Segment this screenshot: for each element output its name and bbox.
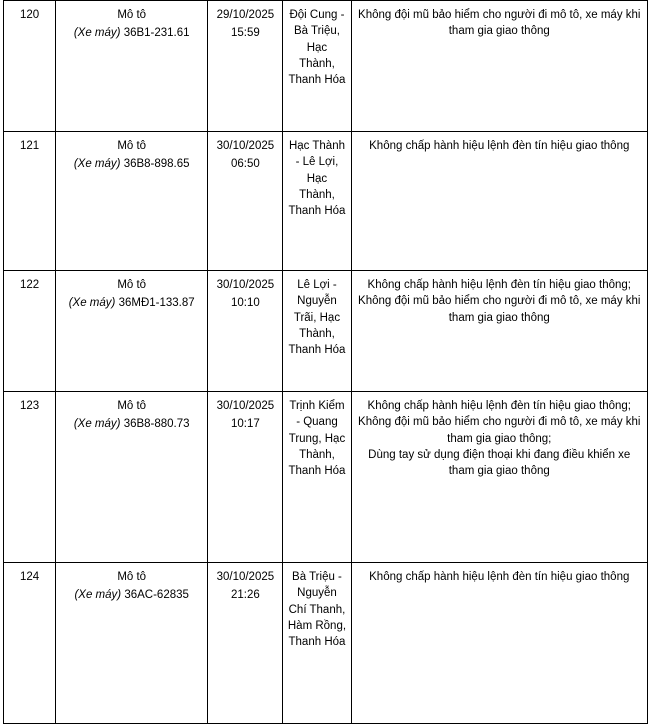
violation-cell	[351, 132, 647, 271]
vehicle-cell	[56, 563, 208, 724]
vehicle-cell	[56, 132, 208, 271]
vehicle-type: Mô tô	[117, 279, 147, 291]
vehicle-type: Mô tô	[117, 571, 147, 583]
vehicle-plate-prefix: (Xe máy)	[74, 589, 122, 602]
violation-date: 30/10/2025	[216, 140, 275, 152]
row-index: 122	[4, 271, 56, 392]
violation-date: 30/10/2025	[216, 279, 275, 291]
violation-time: 10:10	[230, 297, 260, 310]
vehicle-plate	[60, 587, 203, 603]
violations-table	[3, 0, 648, 724]
location-cell: Trịnh Kiểm - Quang Trung, Hạc Thành, Thanh Hóa	[283, 392, 351, 563]
vehicle-plate	[60, 156, 203, 172]
vehicle-plate-prefix: (Xe máy)	[73, 27, 121, 40]
violation-cell	[351, 392, 647, 563]
vehicle-cell	[56, 271, 208, 392]
vehicle-plate-prefix: (Xe máy)	[68, 297, 116, 310]
vehicle-cell	[56, 392, 208, 563]
violation-line: Không đội mũ bảo hiểm cho người đi mô tô, xe máy khi	[358, 416, 641, 429]
vehicle-plate-number: 36B8-898.65	[123, 158, 190, 171]
vehicle-plate-prefix: (Xe máy)	[73, 418, 121, 431]
row-index: 121	[4, 132, 56, 271]
violation-line: tham gia giao thông	[448, 311, 550, 324]
violation-line: Dùng tay sử dụng điện thoại khi đang điều khiển xe	[368, 448, 631, 461]
violation-time: 10:17	[230, 418, 260, 431]
violation-line: Không đội mũ bảo hiểm cho người đi mô tô, xe máy khi	[358, 295, 641, 308]
violation-line: Không chấp hành hiệu lệnh đèn tín hiệu giao thông;	[367, 279, 631, 291]
datetime-cell	[208, 1, 283, 132]
datetime-cell	[208, 271, 283, 392]
vehicle-plate	[60, 25, 203, 41]
vehicle-type: Mô tô	[117, 140, 147, 152]
violation-line: Không chấp hành hiệu lệnh đèn tín hiệu giao thông;	[367, 400, 631, 412]
location-cell: Lê Lợi - Nguyễn Trãi, Hạc Thành, Thanh Hóa	[283, 271, 351, 392]
violation-line: tham gia giao thông	[448, 465, 550, 478]
violation-line: Không đội mũ bảo hiểm cho người đi mô tô, xe máy khi	[358, 9, 641, 21]
vehicle-plate-number: 36AC-62835	[124, 589, 189, 602]
violation-cell	[351, 271, 647, 392]
violation-time: 06:50	[230, 158, 260, 171]
violation-time: 21:26	[230, 589, 260, 602]
violation-line: tham gia giao thông	[448, 25, 550, 38]
table-row	[4, 271, 648, 392]
violation-cell	[351, 1, 647, 132]
vehicle-plate	[60, 416, 203, 432]
violation-line: Không chấp hành hiệu lệnh đèn tín hiệu giao thông	[369, 571, 630, 583]
vehicle-plate	[60, 295, 203, 311]
vehicle-plate-prefix: (Xe máy)	[73, 158, 121, 171]
violation-date: 30/10/2025	[216, 571, 275, 583]
table-row	[4, 1, 648, 132]
violation-time: 15:59	[230, 27, 260, 40]
violation-line: Không chấp hành hiệu lệnh đèn tín hiệu giao thông	[369, 140, 630, 152]
location-cell: Hạc Thành - Lê Lợi, Hạc Thành, Thanh Hóa	[283, 132, 351, 271]
table-row	[4, 132, 648, 271]
row-index: 124	[4, 563, 56, 724]
location-cell: Bà Triệu - Nguyễn Chí Thanh, Hàm Rồng, Thanh Hóa	[283, 563, 351, 724]
vehicle-plate-number: 36MĐ1-133.87	[118, 297, 195, 310]
row-index: 123	[4, 392, 56, 563]
violation-line: tham gia giao thông;	[447, 432, 552, 445]
violation-date: 29/10/2025	[216, 9, 275, 21]
vehicle-type: Mô tô	[117, 9, 147, 21]
row-index: 120	[4, 1, 56, 132]
datetime-cell	[208, 392, 283, 563]
table-row	[4, 392, 648, 563]
table-row	[4, 563, 648, 724]
location-cell: Đội Cung - Bà Triệu, Hạc Thành, Thanh Hóa	[283, 1, 351, 132]
violation-date: 30/10/2025	[216, 400, 275, 412]
vehicle-type: Mô tô	[117, 400, 147, 412]
datetime-cell	[208, 132, 283, 271]
violation-cell	[351, 563, 647, 724]
vehicle-cell	[56, 1, 208, 132]
datetime-cell	[208, 563, 283, 724]
vehicle-plate-number: 36B8-880.73	[123, 418, 190, 431]
vehicle-plate-number: 36B1-231.61	[123, 27, 190, 40]
